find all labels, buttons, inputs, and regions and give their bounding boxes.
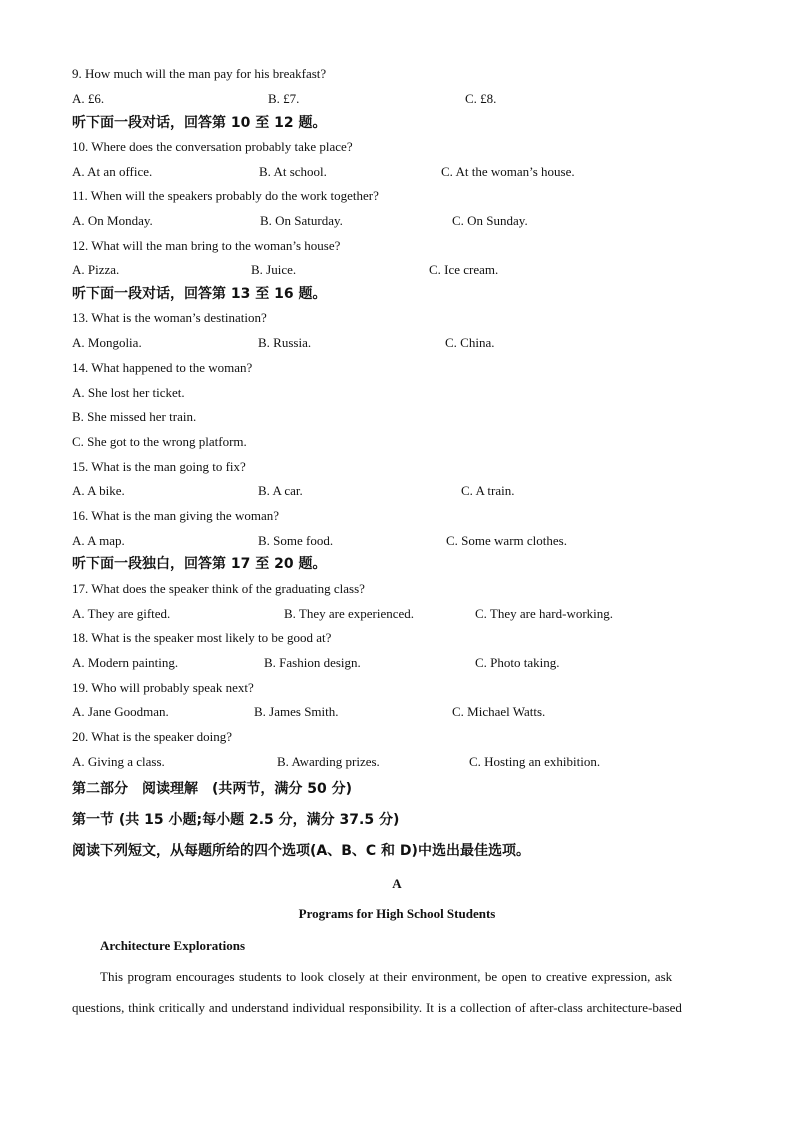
q18-stem: 18. What is the speaker most likely to be good at?: [72, 630, 332, 645]
q11-option-c: C. On Sunday.: [452, 213, 528, 228]
q12-stem: 12. What will the man bring to the woman’s house?: [72, 238, 341, 253]
q20-option-b: B. Awarding prizes.: [277, 754, 380, 769]
q10-option-a: A. At an office.: [72, 164, 153, 179]
q20-option-c: C. Hosting an exhibition.: [469, 754, 601, 769]
q16-option-c: C. Some warm clothes.: [446, 533, 567, 548]
q14-option-b: B. She missed her train.: [72, 409, 197, 424]
q11-stem: 11. When will the speakers probably do the work together?: [72, 188, 379, 203]
section-heading-17-20: 听下面一段独白，回答第 17 至 20 题。: [72, 556, 327, 572]
q12-option-a: A. Pizza.: [72, 262, 120, 277]
q11-option-b: B. On Saturday.: [260, 213, 343, 228]
q19-option-a: A. Jane Goodman.: [72, 704, 169, 719]
section-one-heading: 第一节 (共 15 小题;每小题 2.5 分，满分 37.5 分): [72, 812, 400, 828]
q12-option-c: C. Ice cream.: [429, 262, 499, 277]
q13-option-c: C. China.: [445, 335, 495, 350]
passage-title: Programs for High School Students: [298, 906, 496, 921]
section-heading-13-16: 听下面一段对话，回答第 13 至 16 题。: [72, 286, 327, 302]
q10-option-b: B. At school.: [259, 164, 327, 179]
q9-option-b: B. £7.: [268, 91, 300, 106]
q17-stem: 17. What does the speaker think of the graduating class?: [72, 581, 365, 596]
q15-stem: 15. What is the man going to fix?: [72, 459, 246, 474]
q14-stem: 14. What happened to the woman?: [72, 360, 253, 375]
q17-option-b: B. They are experienced.: [284, 606, 415, 621]
q9-stem: 9. How much will the man pay for his breakfast?: [72, 66, 327, 81]
q17-option-c: C. They are hard-working.: [475, 606, 614, 621]
q13-option-b: B. Russia.: [258, 335, 312, 350]
q9-option-c: C. £8.: [465, 91, 497, 106]
q19-option-b: B. James Smith.: [254, 704, 339, 719]
part-two-heading: 第二部分 阅读理解 (共两节，满分 50 分): [72, 781, 353, 797]
q15-option-a: A. A bike.: [72, 483, 125, 498]
q9-option-a: A. £6.: [72, 91, 105, 106]
section-heading-10-12: 听下面一段对话，回答第 10 至 12 题。: [72, 115, 327, 131]
q19-stem: 19. Who will probably speak next?: [72, 680, 254, 695]
q16-option-a: A. A map.: [72, 533, 125, 548]
passage-letter: A: [392, 876, 402, 891]
q10-stem: 10. Where does the conversation probably take place?: [72, 139, 353, 154]
q15-option-b: B. A car.: [258, 483, 303, 498]
q18-option-a: A. Modern painting.: [72, 655, 179, 670]
q15-option-c: C. A train.: [461, 483, 515, 498]
q20-option-a: A. Giving a class.: [72, 754, 165, 769]
q20-stem: 20. What is the speaker doing?: [72, 729, 233, 744]
passage-paragraph-line-1: This program encourages students to look closely at their environment, be open to creative expression, ask: [100, 969, 673, 984]
q10-option-c: C. At the woman’s house.: [441, 164, 575, 179]
q14-option-c: C. She got to the wrong platform.: [72, 434, 247, 449]
q18-option-c: C. Photo taking.: [475, 655, 560, 670]
passage-subheading: Architecture Explorations: [100, 938, 246, 953]
q13-stem: 13. What is the woman’s destination?: [72, 310, 267, 325]
q11-option-a: A. On Monday.: [72, 213, 153, 228]
q16-stem: 16. What is the man giving the woman?: [72, 508, 279, 523]
passage-paragraph-line-2: questions, think critically and understand individual responsibility. It is a collection of after-class architecture-based: [72, 1000, 682, 1015]
q19-option-c: C. Michael Watts.: [452, 704, 546, 719]
q13-option-a: A. Mongolia.: [72, 335, 142, 350]
reading-instruction: 阅读下列短文，从每题所给的四个选项(A、B、C 和 D)中选出最佳选项。: [72, 843, 530, 859]
q14-option-a: A. She lost her ticket.: [72, 385, 185, 400]
q17-option-a: A. They are gifted.: [72, 606, 171, 621]
q18-option-b: B. Fashion design.: [264, 655, 361, 670]
q12-option-b: B. Juice.: [251, 262, 297, 277]
q16-option-b: B. Some food.: [258, 533, 334, 548]
